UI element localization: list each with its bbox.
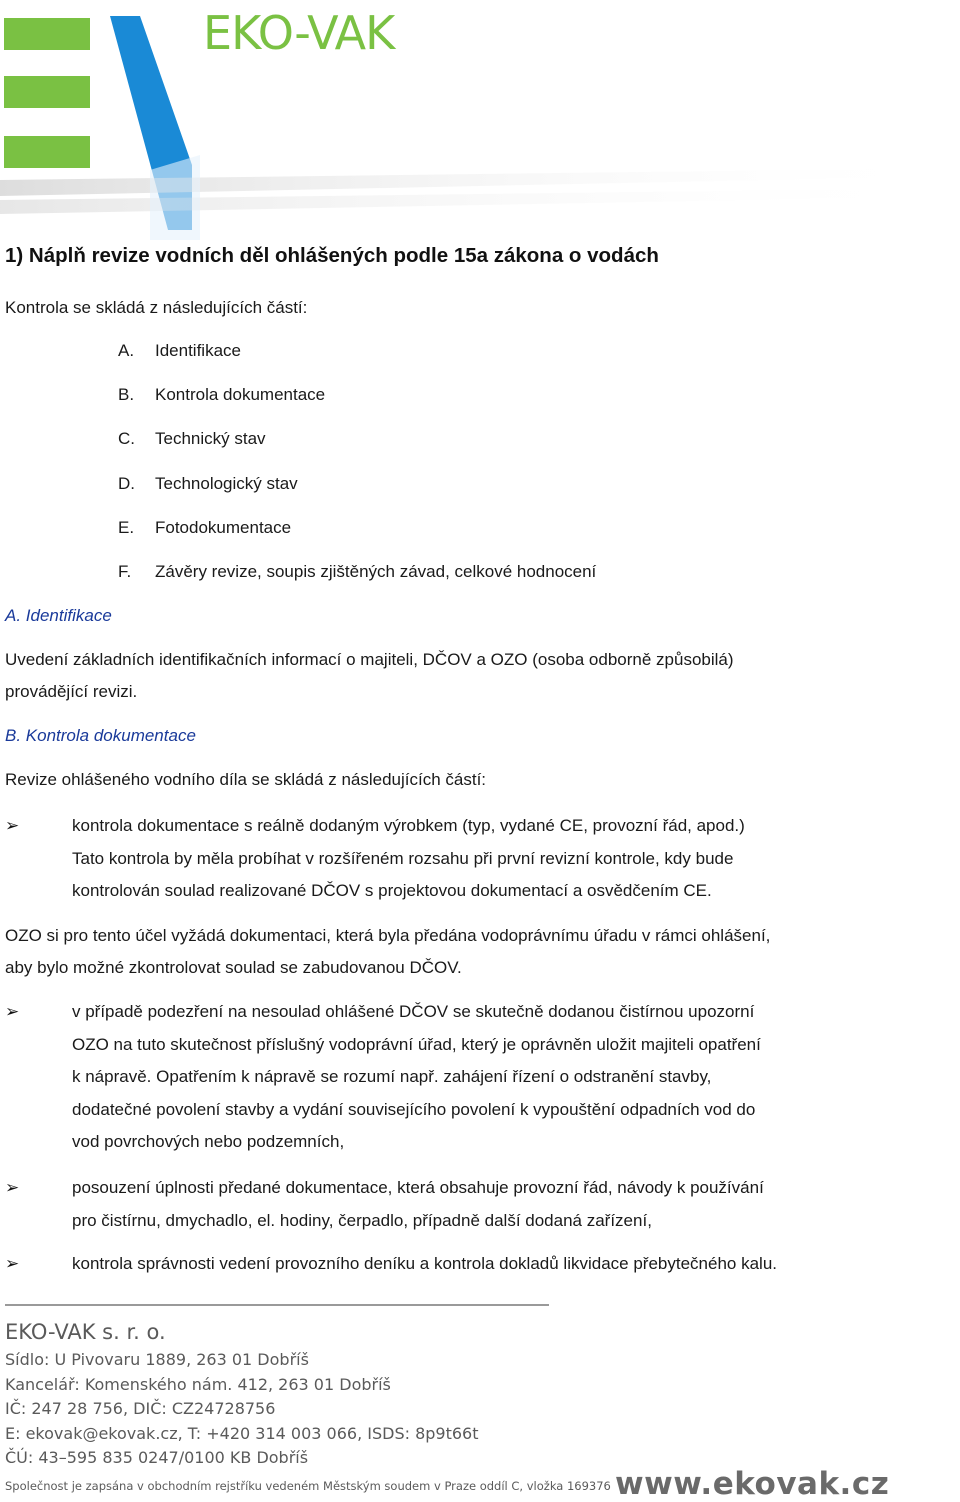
contents-list <box>118 336 596 601</box>
arrow-bullet-icon: ➢ <box>5 1254 20 1273</box>
arrow-bullet-icon: ➢ <box>5 1178 20 1197</box>
paragraph-line: OZO si pro tento účel vyžádá dokumentaci, která byla předána vodoprávnímu úřadu v rámci ohlášení, <box>5 926 771 945</box>
footer-seat: Sídlo: U Pivovaru 1889, 263 01 Dobříš <box>5 1350 309 1369</box>
footer-contact: E: ekovak@ekovak.cz, T: +420 314 003 066, ISDS: 8p9t66t <box>5 1423 479 1443</box>
page-heading: 1) Náplň revize vodních děl ohlášených podle 15a zákona o vodách <box>5 244 659 267</box>
bullet-line: kontrolován soulad realizované DČOV s projektovou dokumentací a osvědčením CE. <box>72 881 712 900</box>
intro-text: Kontrola se skládá z následujících částí: <box>5 298 308 317</box>
footer-office: Kancelář: Komenského nám. 412, 263 01 Dobříš <box>5 1374 391 1394</box>
contents-item: E. Fotodokumentace <box>118 517 292 537</box>
bullet-line: posouzení úplnosti předané dokumentace, která obsahuje provozní řád, návody k používání <box>72 1178 764 1197</box>
arrow-bullet-icon: ➢ <box>5 1002 20 1021</box>
logo-green-bar-1 <box>4 18 90 50</box>
contents-item: B. Kontrola dokumentace <box>118 385 326 405</box>
logo-green-bar-3 <box>4 136 90 168</box>
contents-item: A. Identifikace <box>118 341 241 360</box>
bullet-line: Tato kontrola by měla probíhat v rozšířeném rozsahu při první revizní kontrole, kdy bude <box>72 849 734 868</box>
bullet-line: vod povrchových nebo podzemních, <box>72 1132 345 1151</box>
footer <box>5 1316 611 1501</box>
contents-item: C. Technický stav <box>118 429 266 449</box>
contents-item: F. Závěry revize, soupis zjištěných závad, celkové hodnocení <box>118 561 597 581</box>
bullet-line: k nápravě. Opatřením k nápravě se rozumí např. zahájení řízení o odstranění stavby, <box>72 1067 712 1086</box>
footer-register: Společnost je zapsána v obchodním rejstříku vedeném Městským soudem v Praze oddíl C, vložka 169376 <box>5 1478 611 1493</box>
footer-company: EKO-VAK s. r. o. <box>5 1320 166 1344</box>
footer-website: www.ekovak.cz <box>615 1466 890 1502</box>
bullet-line: v případě podezření na nesoulad ohlášené DČOV se skutečně dodanou čistírnou upozorní <box>72 1002 755 1021</box>
section-a-line-1: Uvedení základních identifikačních informací o majiteli, DČOV a OZO (osoba odborně způsobilá) <box>5 650 734 669</box>
paragraph-line: aby bylo možné zkontrolovat soulad se zabudovanou DČOV. <box>5 958 462 977</box>
section-a-line-2: provádějící revizi. <box>5 682 138 701</box>
section-a-title: A. Identifikace <box>5 606 112 625</box>
arrow-bullet-icon: ➢ <box>5 816 20 835</box>
footer-divider <box>5 1304 549 1306</box>
footer-ids: IČ: 247 28 756, DIČ: CZ24728756 <box>5 1399 276 1418</box>
logo-wordmark: EKO-VAK <box>203 6 395 60</box>
bullet-line: pro čistírnu, dmychadlo, el. hodiny, čerpadlo, případně další dodaná zařízení, <box>72 1211 652 1230</box>
section-b-intro: Revize ohlášeného vodního díla se skládá z následujících částí: <box>5 770 487 789</box>
logo-green-bar-2 <box>4 76 90 108</box>
bullet-line: kontrola dokumentace s reálně dodaným výrobkem (typ, vydané CE, provozní řád, apod.) <box>72 816 745 835</box>
section-b-title: B. Kontrola dokumentace <box>5 726 196 745</box>
contents-item: D. Technologický stav <box>118 473 298 493</box>
header-logo-graphic <box>0 0 960 240</box>
bullet-line: kontrola správnosti vedení provozního deníku a kontrola dokladů likvidace přebytečného kalu. <box>72 1254 777 1273</box>
bullet-line: dodatečné povolení stavby a vydání souvisejícího povolení k vypouštění odpadních vod do <box>72 1100 756 1119</box>
bullet-line: OZO na tuto skutečnost příslušný vodoprávní úřad, který je oprávněn uložit majiteli opatření <box>72 1035 761 1054</box>
footer-bank: ČÚ: 43–595 835 0247/0100 KB Dobříš <box>5 1448 309 1467</box>
